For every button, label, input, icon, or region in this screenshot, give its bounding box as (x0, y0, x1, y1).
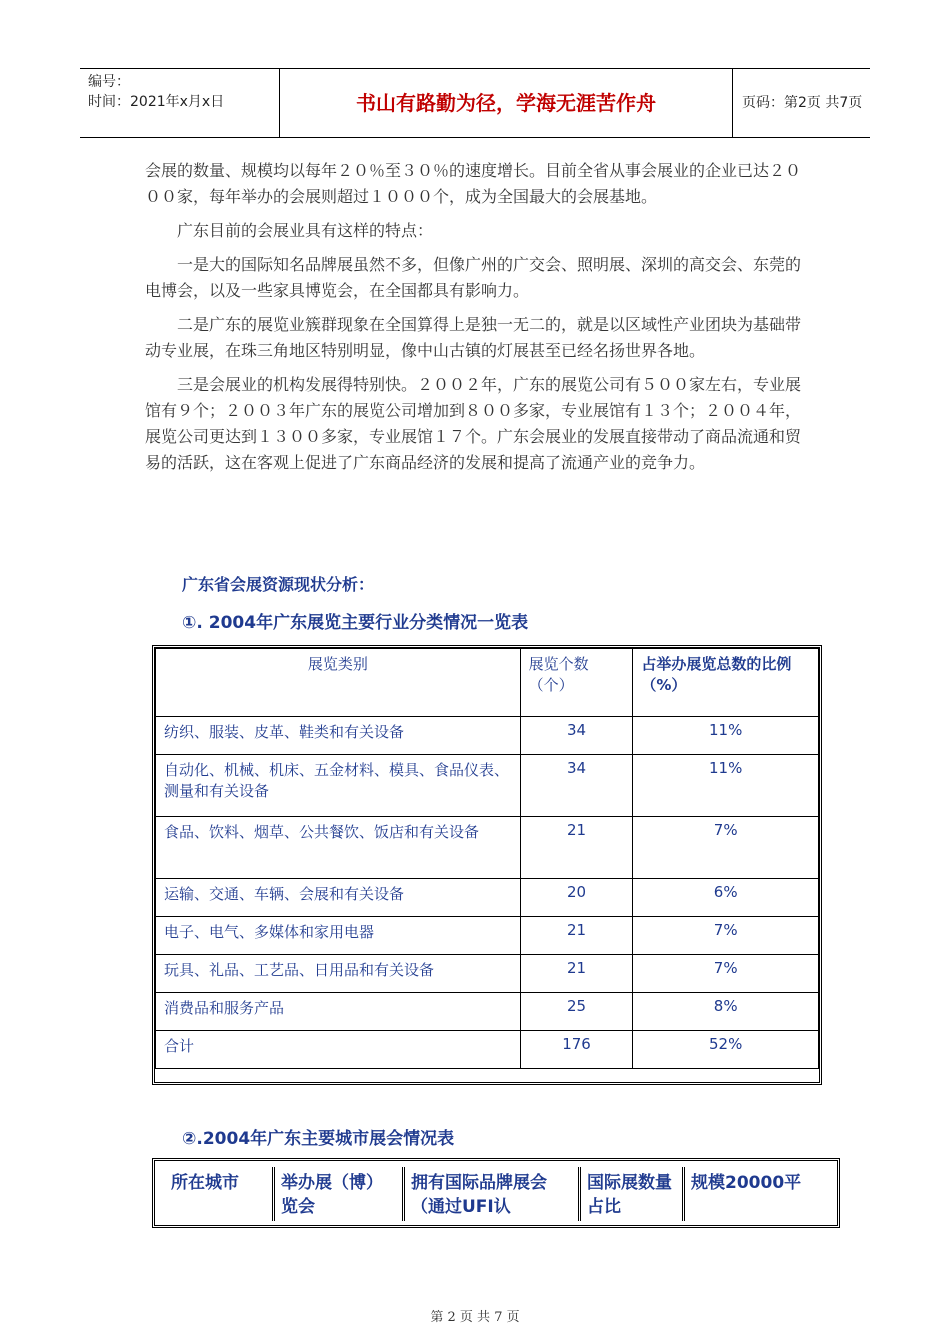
page-footer: 第 2 页 共 7 页 (430, 1310, 520, 1325)
cell-category: 食品、饮料、烟草、公共餐饮、饭店和有关设备 (156, 817, 521, 879)
cell-category: 运输、交通、车辆、会展和有关设备 (156, 879, 521, 917)
section-title: 广东省会展资源现状分析： (182, 575, 375, 594)
col-header-category: 展览类别 (156, 649, 521, 717)
paragraph: 广东目前的会展业具有这样的特点： (177, 221, 434, 240)
code-label: 编号： (88, 74, 130, 90)
cell-ratio: 7% (633, 955, 819, 993)
cell-ratio: 8% (633, 993, 819, 1031)
cell-category: 纺织、服装、皮革、鞋类和有关设备 (156, 717, 521, 755)
page-number-label: 页码：第2页 共7页 (742, 95, 863, 111)
table-row (156, 955, 819, 993)
industry-table (152, 645, 822, 1085)
cell-count: 21 (520, 955, 633, 993)
cell-category: 玩具、礼品、工艺品、日用品和有关设备 (156, 955, 521, 993)
cell-ratio: 6% (633, 879, 819, 917)
cell-ratio: 11% (633, 717, 819, 755)
city-table (152, 1158, 840, 1228)
col-header-scale: 规模20000平 (691, 1173, 802, 1193)
cell-category: 合计 (156, 1031, 521, 1069)
cell-count: 21 (520, 817, 633, 879)
cell-ratio: 7% (633, 817, 819, 879)
paragraph: 二是广东的展览业簇群现象在全国算得上是独一无二的，就是以区域性产业团块为基础带动专业展，在珠三角地区特别明显，像中山古镇的灯展甚至已经名扬世界各地。 (145, 315, 802, 360)
col-header-ratio: 占举办展览总数的比例（%） (633, 649, 819, 717)
table-row (156, 917, 819, 955)
table-row (156, 879, 819, 917)
cell-count: 34 (520, 717, 633, 755)
table1-title: ①. 2004年广东展览主要行业分类情况一览表 (182, 613, 529, 633)
cell-count: 176 (520, 1031, 633, 1069)
table-row (156, 755, 819, 817)
paragraph: 一是大的国际知名品牌展虽然不多，但像广州的广交会、照明展、深圳的高交会、东莞的电博会，以及一些家具博览会，在全国都具有影响力。 (145, 255, 802, 300)
cell-category: 电子、电气、多媒体和家用电器 (156, 917, 521, 955)
cell-ratio: 11% (633, 755, 819, 817)
paragraph: 会展的数量、规模均以每年２０％至３０％的速度增长。目前全省从事会展业的企业已达２０００家，每年举办的会展则超过１０００个，成为全国最大的会展基地。 (145, 161, 802, 206)
page-header (80, 68, 870, 138)
col-header-exhibitions: 举办展（博）览会 (275, 1167, 405, 1221)
table-row (156, 993, 819, 1031)
table2-title: ②.2004年广东主要城市展会情况表 (182, 1129, 455, 1149)
cell-category: 自动化、机械、机床、五金材料、模具、食品仪表、测量和有关设备 (156, 755, 521, 817)
table-row (156, 817, 819, 879)
header-meta (80, 69, 280, 137)
paragraph: 三是会展业的机构发展得特别快。２００２年，广东的展览公司有５００家左右，专业展馆有９个；２００３年广东的展览公司增加到８００多家，专业展馆有１３个；２００４年，展览公司更达到１３００多家，专业展馆１７个。广东会展业的发展直接带动了商品流通和贸易的活跃，这在客观上促进了广东商品经济的发展和提高了流通产业的竞争力。 (145, 375, 802, 472)
col-header-city: 所在城市 (165, 1167, 275, 1221)
cell-count: 21 (520, 917, 633, 955)
table-row (156, 717, 819, 755)
time-label: 时间：2021年x月x日 (88, 94, 225, 110)
table-header-row (156, 649, 819, 717)
col-header-count: 展览个数（个） (520, 649, 633, 717)
cell-category: 消费品和服务产品 (156, 993, 521, 1031)
cell-count: 20 (520, 879, 633, 917)
cell-count: 34 (520, 755, 633, 817)
body-paragraphs (145, 158, 805, 484)
table-row-total (156, 1031, 819, 1069)
cell-count: 25 (520, 993, 633, 1031)
col-header-ufi: 拥有国际品牌展会（通过UFI认 (405, 1167, 581, 1221)
col-header-intl-ratio: 国际展数量占比 (581, 1167, 685, 1221)
cell-ratio: 52% (633, 1031, 819, 1069)
header-motto: 书山有路勤为径，学海无涯苦作舟 (280, 69, 733, 137)
cell-ratio: 7% (633, 917, 819, 955)
